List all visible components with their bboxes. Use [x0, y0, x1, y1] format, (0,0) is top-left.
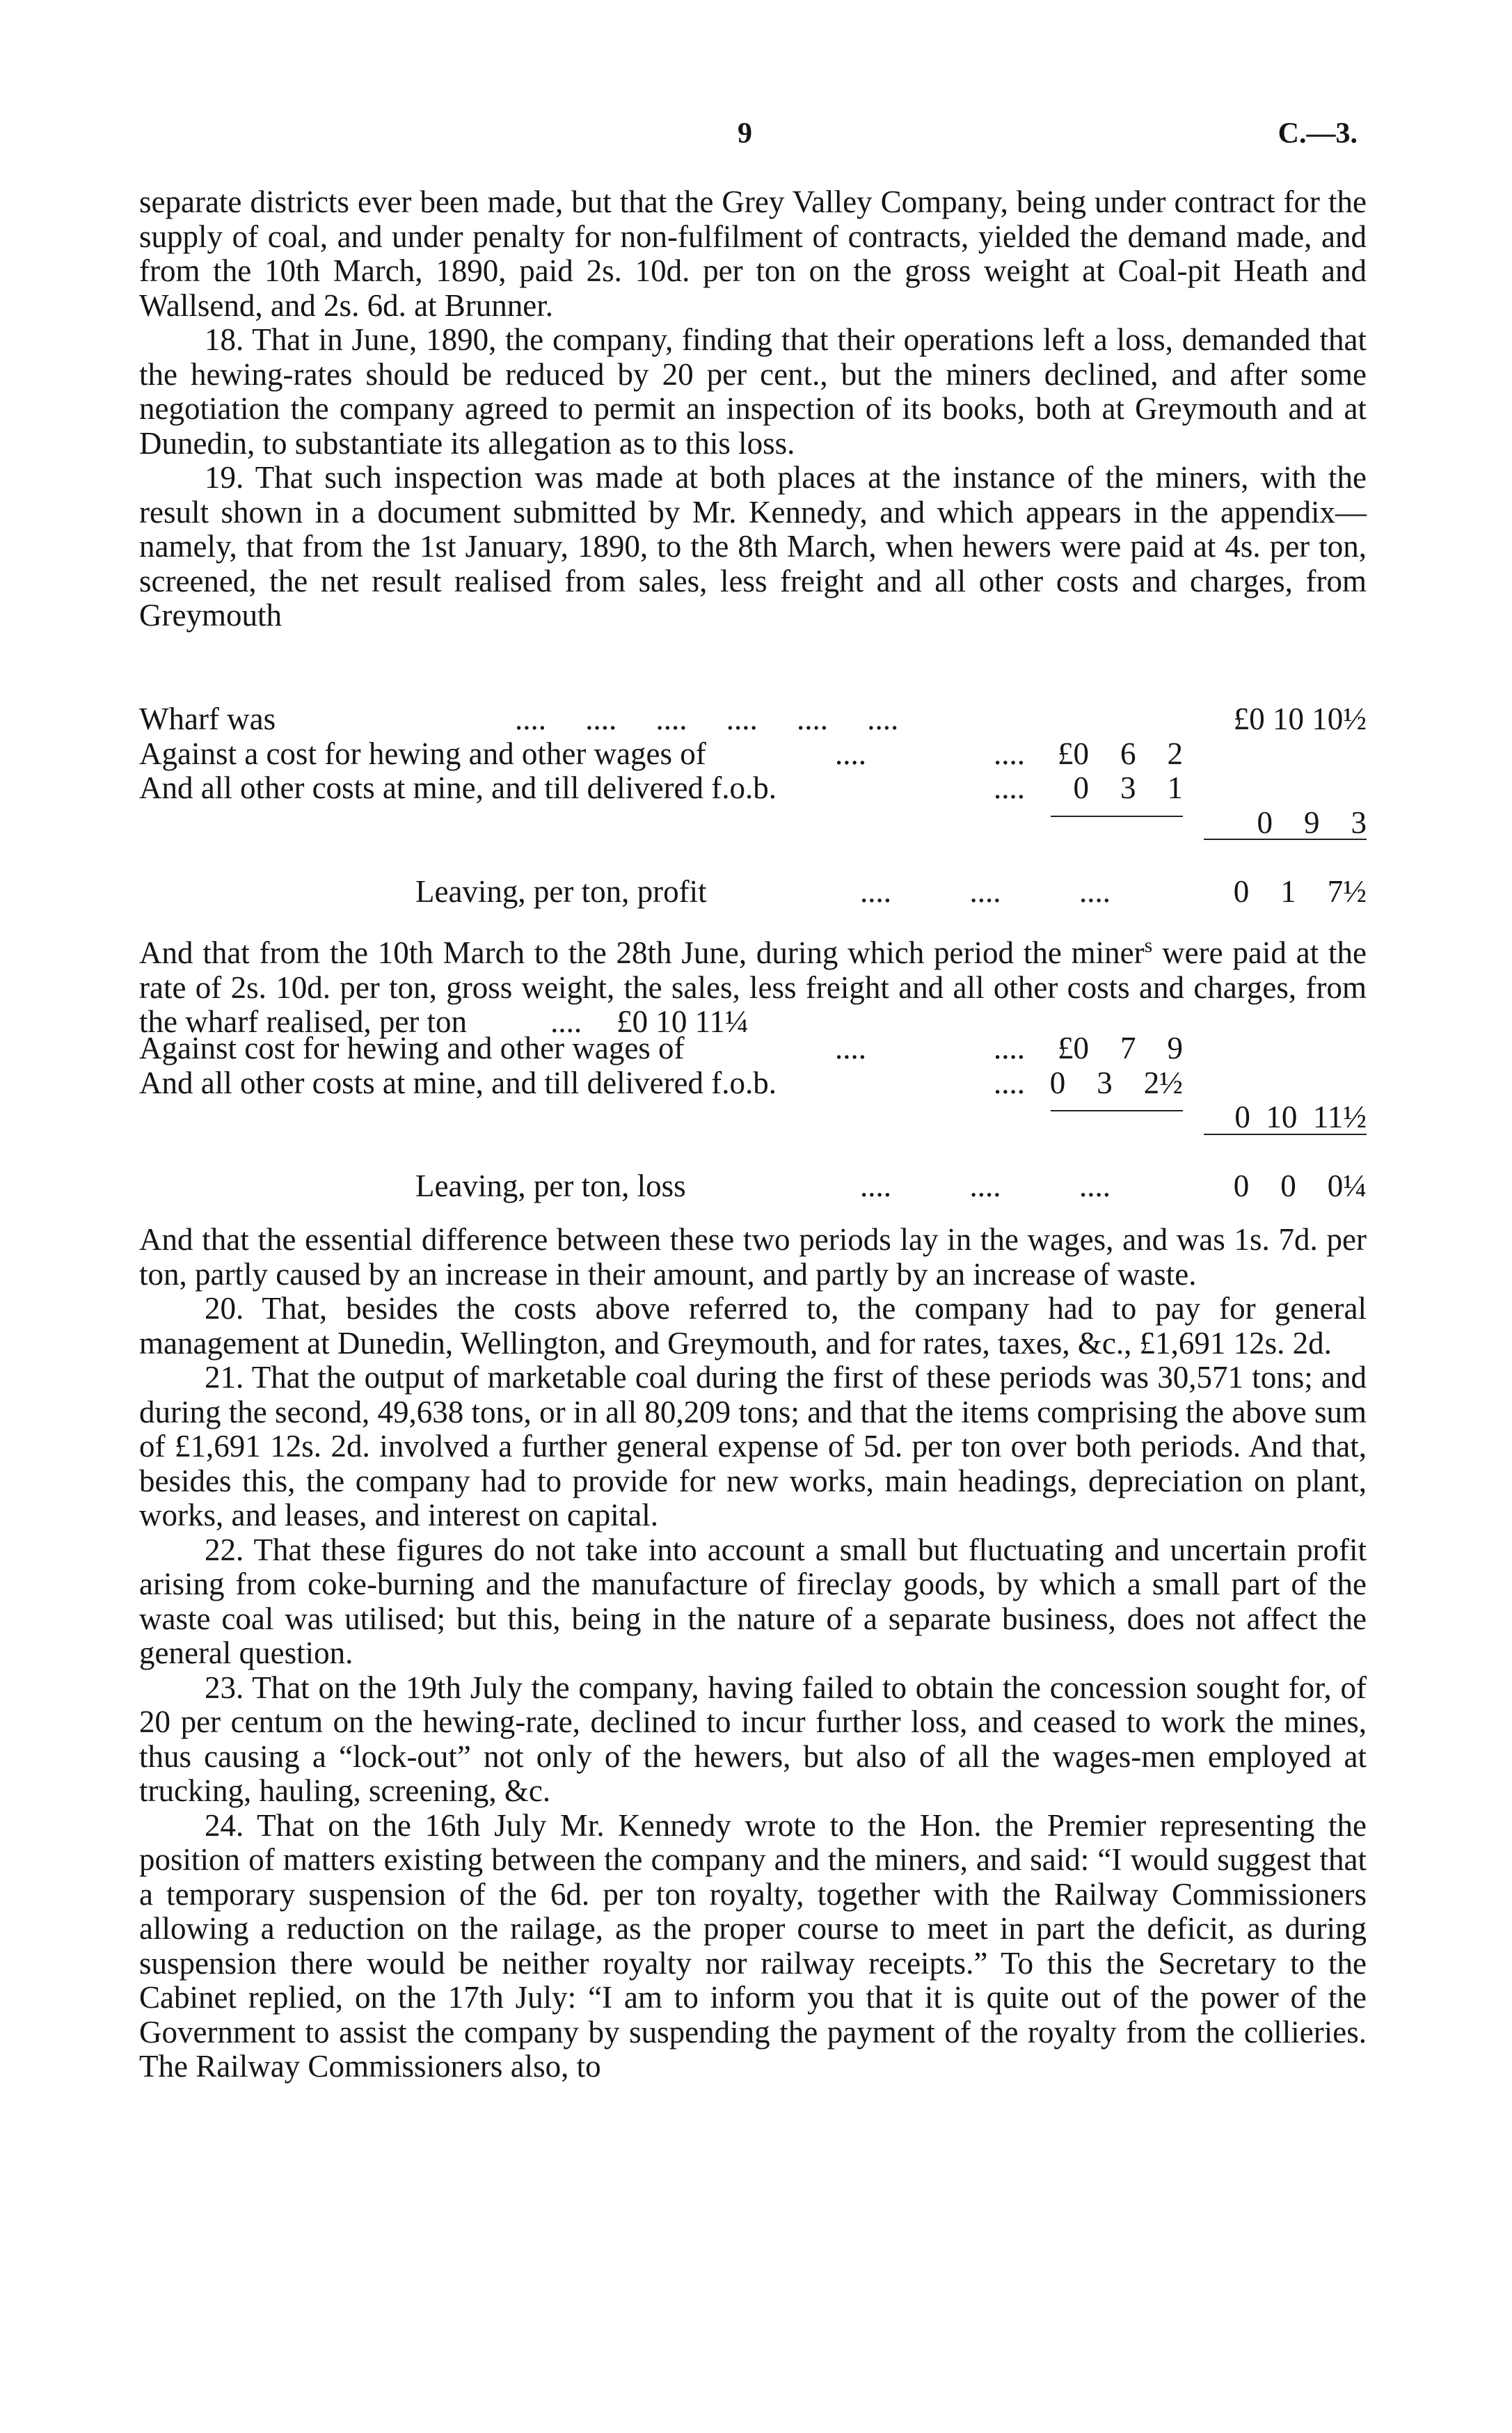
paragraph-23: 23. That on the 19th July the company, having failed to obtain the concession sought for, of 20 per centum on the hewing-rate, declined to incur further loss, and ceased to work the mines, thus causing a “lock-out” not only of the hewers, but also of all the wages-men employed at trucking, hauling, screening, &c. [139, 1670, 1367, 1808]
row-amount: 0 3 1 [1073, 770, 1183, 805]
paragraph-20: 20. That, besides the costs above referred to, the company had to pay for general management at Dunedin, Wellington, and Greymouth, and for rates, taxes, &c., £1,691 12s. 2d. [139, 1291, 1367, 1361]
account-row-leaving-loss [139, 1169, 1367, 1204]
paragraph-24: 24. That on the 16th July Mr. Kennedy wrote to the Hon. the Premier representing the position of matters existing between the company and the miners, and said: “I would suggest that a temporary suspension of the 6d. per ton royalty, together with the Railway Commissioners allowing a reduction on the railage, as the proper course to meet in part the deficit, as during suspension there would be neither royalty nor railway receipts.” To this the Secretary to the Cabinet replied, on the 17th July: “I am to inform you that it is quite out of the power of the Government to assist the company by suspending the payment of the royalty from the collieries. The Railway Commissioners also, to [139, 1807, 1367, 2084]
subtotal-rule [1051, 816, 1183, 817]
account-profit-period [139, 702, 1367, 909]
account-row-hewing [139, 737, 1367, 772]
row-label: Leaving, per ton, loss [415, 1168, 686, 1203]
row-leader-dots: .... .... .... .... .... .... [515, 702, 899, 736]
row-label: And all other costs at mine, and till delivered f.o.b. [139, 1065, 777, 1100]
page-number: 9 [738, 118, 752, 150]
row-label: Leaving, per ton, profit [415, 873, 707, 909]
paragraph-text: And that from the 10th March to the 28th June, during which period the miner [139, 935, 1145, 970]
subtotal-rule [1051, 1110, 1183, 1111]
account-row-subtotal [139, 1100, 1367, 1135]
account-row-leaving-profit [139, 875, 1367, 910]
row-amount: £0 6 2 [1058, 736, 1183, 771]
account-row-subtotal [139, 806, 1367, 841]
paragraph-21: 21. That the output of marketable coal during the first of these periods was 30,571 tons; and during the second, 49,638 tons, or in all 80,209 tons; and that the items comprising the above sum of £1,691 12s. 2d. involved a further general expense of 5d. per ton over both periods. And that, besides this, the company had to provide for new works, main headings, depreciation on plant, works, and leases, and interest on capital. [139, 1360, 1367, 1532]
paragraph-text: were paid at the rate of 2s. 10d. per ton, gross weight, the sales, less freight and all other costs and charges, from the wharf realised, per ton [139, 935, 1367, 1039]
row-leader-dots: .... [550, 1004, 582, 1039]
row-leader-dots: .... [994, 770, 1025, 805]
account-row-hewing [139, 1031, 1367, 1066]
row-label: Against cost for hewing and other wages of [139, 1031, 685, 1065]
account-row-other-costs [139, 771, 1367, 806]
text-block-top [139, 185, 1367, 633]
row-leader-dots: .... [835, 736, 866, 771]
paragraph-18: 18. That in June, 1890, the company, finding that their operations left a loss, demanded that the hewing-rates should be reduced by 20 per cent., but the miners declined, and after some negotiation the company agreed to permit an inspection of its books, both at Greymouth and at Dunedin, to substantiate its allegation as to this loss. [139, 322, 1367, 461]
row-label: And all other costs at mine, and till delivered f.o.b. [139, 770, 777, 805]
row-label: Against a cost for hewing and other wages of [139, 736, 706, 771]
text-block-middle [139, 928, 1367, 1040]
row-total: £0 10 11¼ [616, 1004, 749, 1039]
paragraph-second-period [139, 928, 1367, 1040]
paragraph-19: 19. That such inspection was made at both places at the instance of the miners, with the result shown in a document submitted by Mr. Kennedy, and which appears in the appendix—namely, that from the 1st January, 1890, to the 8th March, when hewers were paid at 4s. per ton, screened, the net result realised from sales, less freight and all other costs and charges, from Greymouth [139, 460, 1367, 633]
row-amount: 0 3 2½ [1049, 1065, 1183, 1100]
text-block-bottom [139, 1223, 1367, 2084]
account-row-other-costs [139, 1066, 1367, 1101]
row-amount: £0 7 9 [1058, 1031, 1183, 1065]
account-loss-period [139, 1031, 1367, 1204]
row-leader-dots: .... .... .... [860, 1168, 1111, 1203]
row-leader-dots: .... [994, 1065, 1025, 1100]
row-leader-dots: .... [994, 1031, 1025, 1065]
paragraph-difference: And that the essential difference between these two periods lay in the wages, and was 1s. 7d. per ton, partly caused by an increase in their amount, and partly by an increase of waste. [139, 1222, 1367, 1292]
row-leader-dots: .... [994, 736, 1025, 771]
paragraph-22: 22. That these figures do not take into account a small but fluctuating and uncertain profit arising from coke-burning and the manufacture of fireclay goods, by which a small part of the waste coal was utilised; but this, being in the nature of a separate business, does not affect the general question. [139, 1532, 1367, 1670]
account-row-wharf [139, 702, 1367, 737]
row-total: £0 10 10½ [1233, 702, 1367, 736]
document-reference: C.—3. [1278, 118, 1358, 150]
row-leader-dots: .... .... .... [860, 873, 1111, 909]
row-total: 0 9 3 [1257, 805, 1367, 840]
row-total: 0 1 7½ [1233, 873, 1367, 909]
row-leader-dots: .... [835, 1031, 866, 1065]
superscript-letter: s [1144, 934, 1153, 957]
row-total: 0 10 11½ [1234, 1100, 1367, 1134]
total-rule [1204, 1134, 1367, 1135]
row-total: 0 0 0¼ [1233, 1168, 1367, 1203]
account-row-spacer [139, 840, 1367, 875]
account-row-spacer [139, 1135, 1367, 1170]
total-rule [1204, 839, 1367, 840]
row-label: Wharf was [139, 702, 276, 736]
paragraph-continued: separate districts ever been made, but that the Grey Valley Company, being under contract for the supply of coal, and under penalty for non-fulfilment of contracts, yielded the demand made, and from the 10th March, 1890, paid 2s. 10d. per ton on the gross weight at Coal-pit Heath and Wallsend, and 2s. 6d. at Brunner. [139, 184, 1367, 323]
